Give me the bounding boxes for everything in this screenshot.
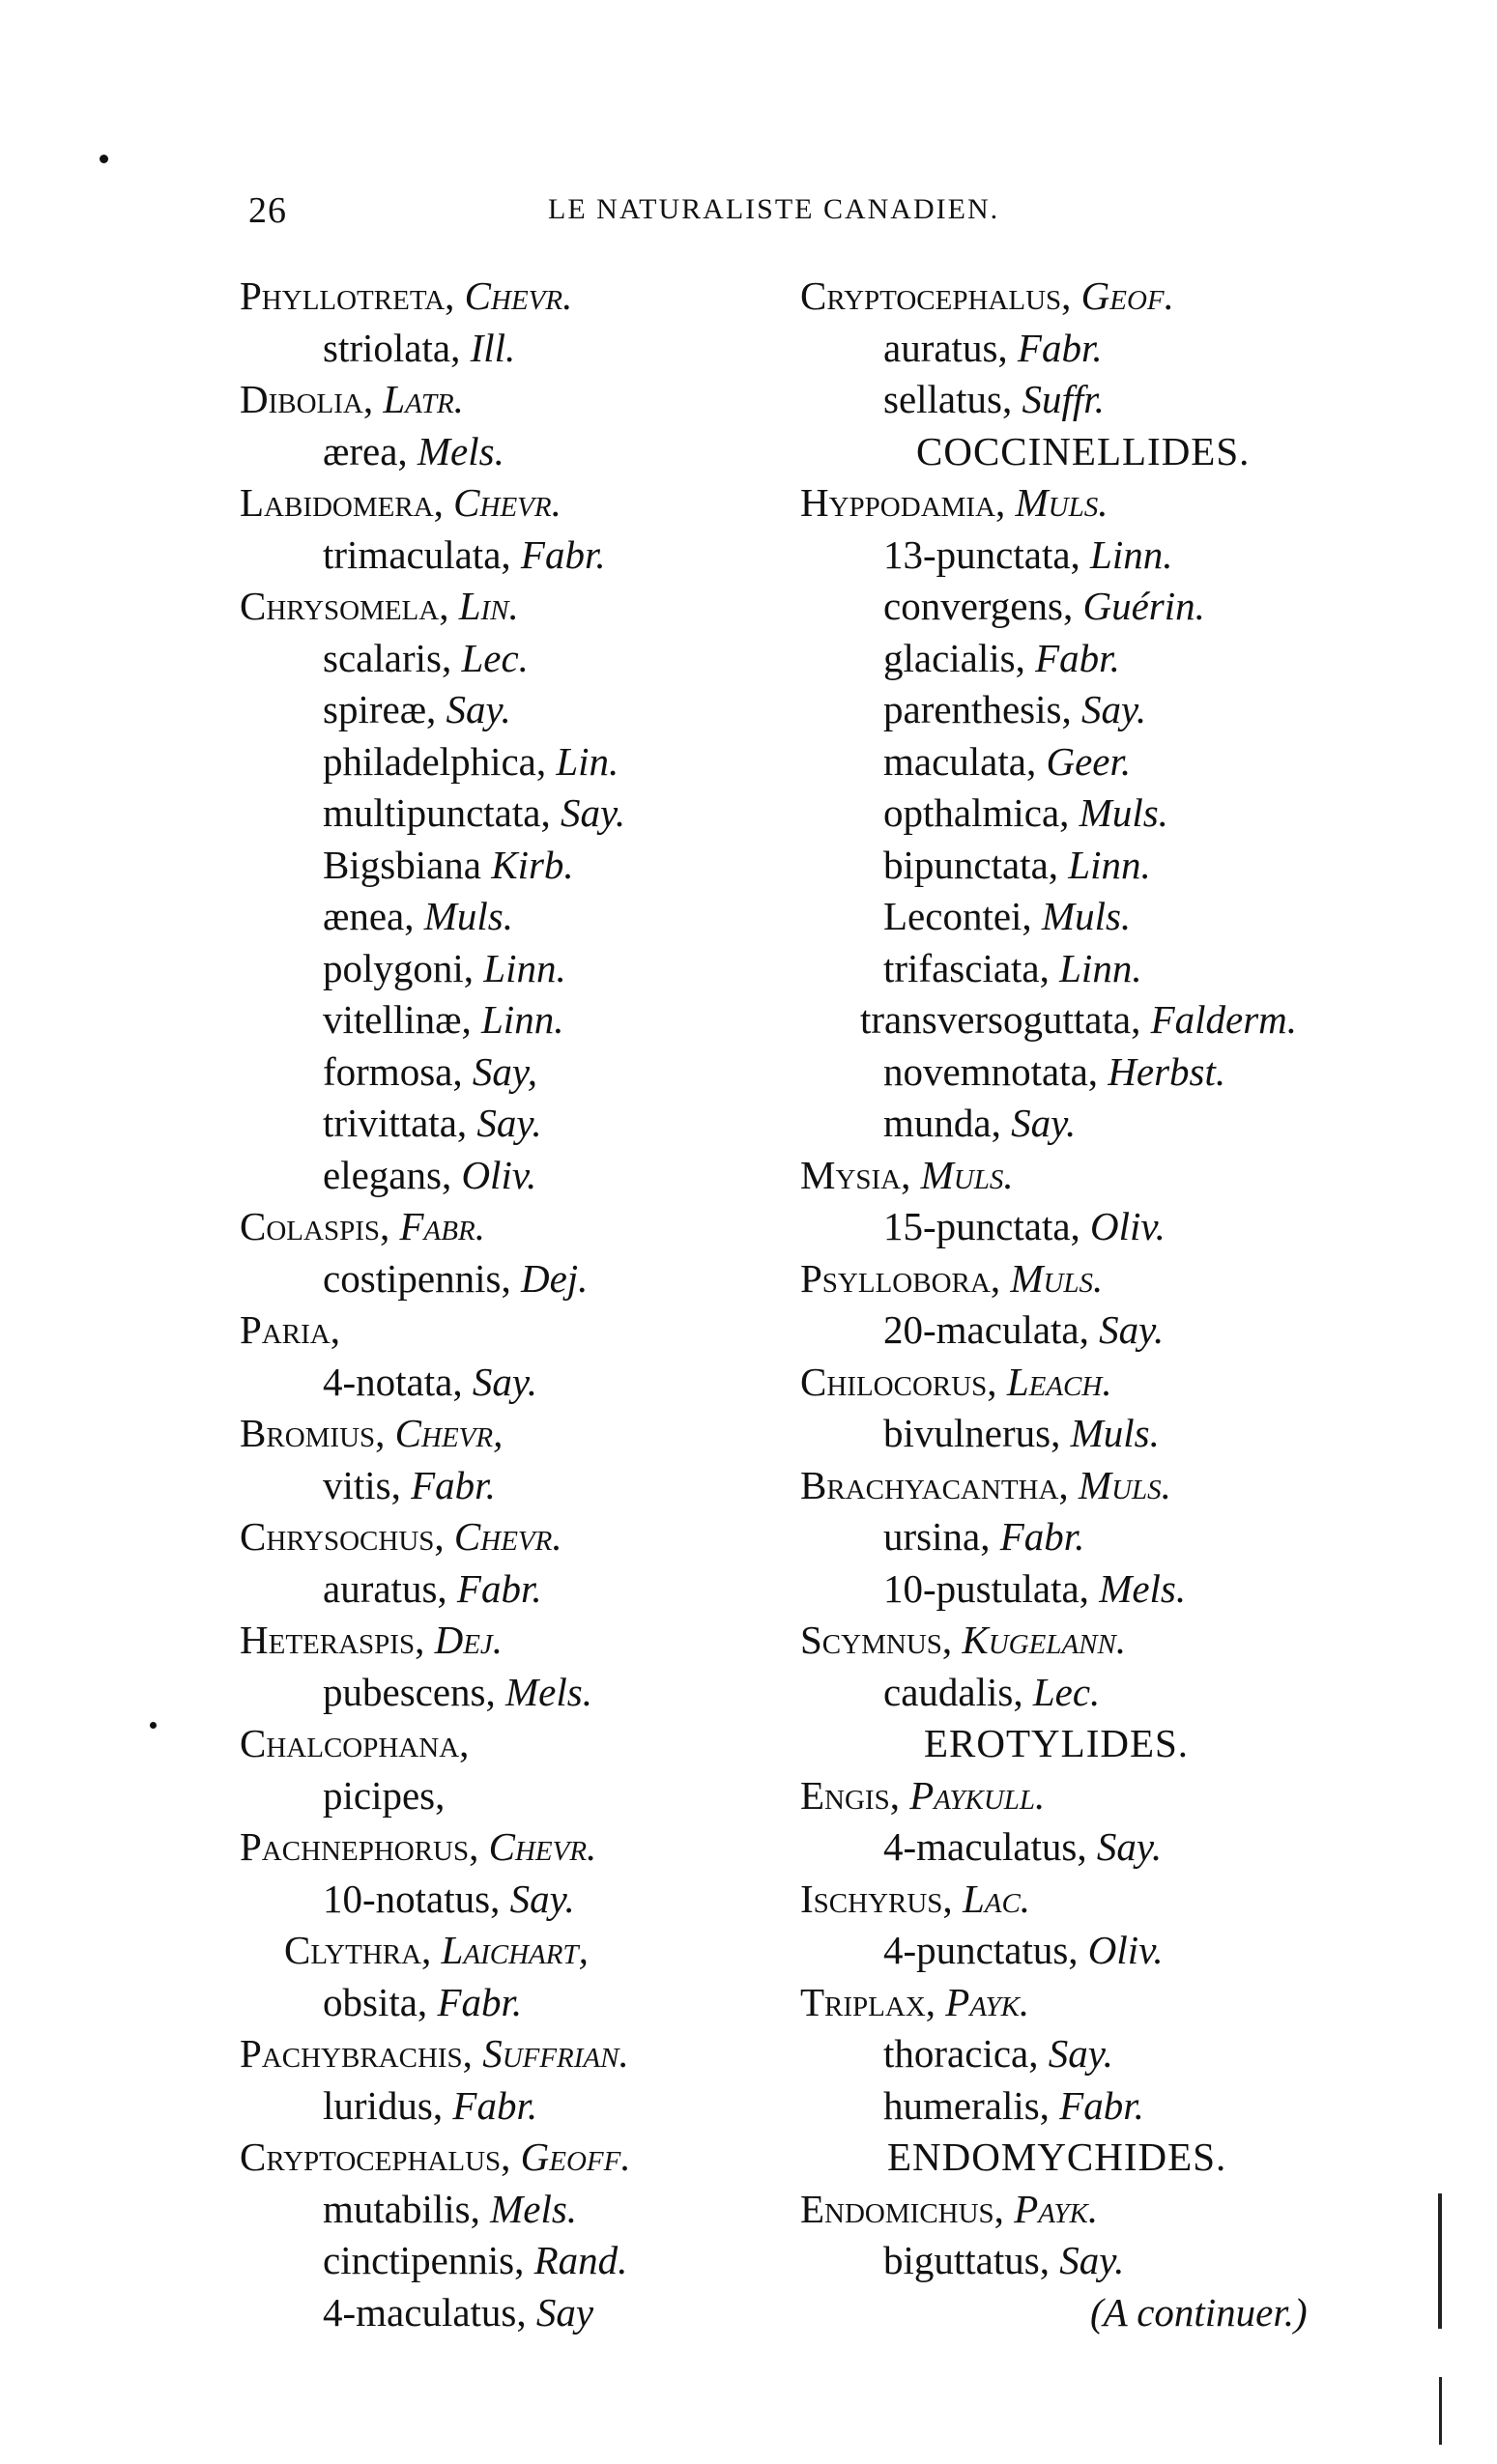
entry-author: Say. — [446, 687, 511, 731]
entry-author: Say. — [1011, 1101, 1077, 1145]
species-entry — [800, 994, 1419, 1046]
entry-name: Chilocorus, — [800, 1359, 997, 1404]
entry-name: 4-maculatus, — [883, 1824, 1087, 1869]
entry-author: Suffr. — [1022, 377, 1105, 421]
genus-entry — [800, 1460, 1419, 1512]
species-entry — [800, 1201, 1419, 1253]
species-entry — [240, 323, 839, 375]
entry-author: Say, — [472, 1048, 538, 1094]
entry-name: humeralis, — [883, 2082, 1050, 2128]
species-entry — [240, 2080, 839, 2133]
entry-author: Say. — [1059, 2238, 1125, 2282]
entry-name: Colaspis, — [240, 1204, 390, 1248]
species-entry — [800, 1304, 1419, 1357]
genus-entry — [240, 2028, 839, 2080]
entry-author: Muls. — [1041, 894, 1132, 938]
entry-author: Fabr. — [452, 2082, 538, 2128]
species-entry — [240, 840, 839, 892]
entry-name: Chalcophana, — [240, 1721, 470, 1765]
entry-name: Pachybrachis, — [240, 2031, 473, 2076]
species-entry — [240, 633, 839, 685]
entry-name: ærea, — [323, 428, 408, 473]
entry-name: Phyllotreta, — [240, 273, 455, 318]
entry-name: Cryptocephalus, — [240, 2135, 511, 2179]
entry-name: Brachyacantha, — [800, 1462, 1069, 1507]
entry-name: costipennis, — [323, 1255, 511, 1301]
species-entry — [800, 1511, 1419, 1563]
entry-name: glacialis, — [883, 635, 1025, 680]
species-entry — [800, 1408, 1419, 1460]
entry-author: Fabr. — [399, 1204, 485, 1248]
genus-entry — [240, 1511, 839, 1563]
species-entry — [240, 2184, 839, 2236]
entry-name: (A continuer.) — [1090, 2289, 1308, 2335]
species-entry — [800, 374, 1419, 426]
entry-name: biguttatus, — [883, 2238, 1050, 2282]
entry-author: Linn. — [1059, 945, 1142, 990]
genus-entry — [800, 1615, 1419, 1667]
entry-name: vitis, — [323, 1462, 401, 1507]
species-entry — [240, 1150, 839, 1202]
genus-entry — [800, 1874, 1419, 1926]
entry-author: Muls. — [1010, 1255, 1104, 1301]
entry-author: Muls. — [423, 894, 513, 938]
species-entry — [800, 2028, 1419, 2080]
entry-name: philadelphica, — [323, 738, 547, 784]
genus-entry — [800, 1357, 1419, 1409]
species-entry — [240, 2287, 839, 2339]
entry-name: Hyppodamia, — [800, 480, 1006, 525]
entry-author: Chevr. — [488, 1824, 597, 1869]
entry-author: Lin. — [556, 738, 619, 784]
genus-entry — [800, 1770, 1419, 1822]
species-entry — [240, 1977, 839, 2029]
entry-name: elegans, — [323, 1152, 452, 1197]
species-entry — [240, 891, 839, 943]
entry-author: Dej. — [434, 1618, 504, 1662]
species-entry — [240, 736, 839, 788]
entry-name: 15-punctata, — [883, 1204, 1080, 1248]
entry-author: Linn. — [1068, 842, 1151, 887]
species-entry — [800, 788, 1419, 840]
entry-name: trifasciata, — [883, 945, 1050, 990]
entry-author: Herbst. — [1108, 1048, 1226, 1094]
entry-author: Chevr. — [453, 1514, 562, 1559]
species-entry — [240, 1046, 839, 1099]
entry-author: Say. — [1099, 1307, 1165, 1352]
entry-author: Muls. — [920, 1152, 1014, 1197]
species-entry — [800, 840, 1419, 892]
entry-author: Laichart, — [441, 1928, 589, 1972]
entry-author: Kirb. — [491, 842, 574, 887]
running-title: LE NATURALISTE CANADIEN. — [548, 193, 1000, 225]
entry-author: Fabr. — [411, 1462, 496, 1507]
species-entry — [240, 426, 839, 478]
species-entry — [240, 1098, 839, 1150]
entry-author: Payk. — [1014, 2186, 1099, 2231]
entry-name: ENDOMYCHIDES. — [887, 2135, 1227, 2179]
entry-author: Oliv. — [1090, 1204, 1166, 1248]
genus-entry — [240, 477, 839, 530]
entry-author: Falderm. — [1150, 997, 1298, 1042]
entry-author: Say. — [1048, 2031, 1113, 2076]
binding-edge-mark — [1439, 2377, 1442, 2445]
entry-name: polygoni, — [323, 945, 475, 990]
genus-entry — [800, 1977, 1419, 2029]
entry-name: caudalis, — [883, 1669, 1023, 1714]
species-entry — [800, 1563, 1419, 1616]
left-column — [240, 271, 839, 2338]
family-heading — [800, 1718, 1419, 1770]
stray-dot-top — [100, 155, 108, 163]
genus-entry — [240, 271, 839, 323]
entry-author: Suffrian. — [482, 2031, 629, 2076]
entry-author: Fabr. — [1059, 2082, 1144, 2128]
species-entry — [240, 2235, 839, 2287]
entry-author: Fabr. — [1035, 635, 1120, 680]
entry-author: Guérin. — [1082, 584, 1205, 628]
species-entry — [800, 2235, 1419, 2287]
entry-author: Mels. — [1099, 1565, 1187, 1611]
entry-author: Oliv. — [461, 1152, 537, 1197]
family-heading — [800, 426, 1419, 478]
species-entry — [800, 633, 1419, 685]
entry-name: transversoguttata, — [860, 997, 1141, 1042]
entry-name: Paria, — [240, 1307, 340, 1352]
entry-name: cinctipennis, — [323, 2238, 525, 2282]
entry-name: Labidomera, — [240, 480, 444, 525]
genus-entry — [240, 1718, 839, 1770]
species-entry — [240, 943, 839, 995]
species-entry — [240, 1253, 839, 1305]
genus-entry — [240, 2132, 839, 2184]
entry-author: Muls. — [1078, 1462, 1171, 1507]
entry-name: Pachnephorus, — [240, 1824, 479, 1869]
entry-name: vitellinæ, — [323, 997, 472, 1042]
entry-name: trivittata, — [323, 1101, 468, 1145]
entry-name: opthalmica, — [883, 790, 1070, 835]
species-entry — [240, 530, 839, 582]
entry-name: convergens, — [883, 584, 1074, 628]
entry-name: spireæ, — [323, 687, 437, 731]
entry-name: Dibolia, — [240, 377, 374, 421]
entry-name: parenthesis, — [883, 687, 1072, 731]
entry-author: Linn. — [483, 945, 566, 990]
species-entry — [800, 2080, 1419, 2133]
species-entry — [800, 323, 1419, 375]
entry-author: Latr. — [383, 377, 464, 421]
species-entry — [240, 1667, 839, 1719]
entry-name: sellatus, — [883, 377, 1013, 421]
genus-entry — [240, 1925, 839, 1977]
entry-author: Oliv. — [1087, 1928, 1164, 1972]
entry-author: Dej. — [520, 1255, 589, 1301]
entry-name: Bromius, — [240, 1411, 386, 1455]
entry-name: scalaris, — [323, 635, 452, 680]
entry-author: Ill. — [470, 325, 516, 370]
stray-dot-middle — [150, 1722, 157, 1729]
species-entry — [240, 1874, 839, 1926]
species-entry — [240, 994, 839, 1046]
entry-author: Say — [535, 2289, 594, 2335]
species-entry — [800, 581, 1419, 633]
entry-name: ursina, — [883, 1514, 991, 1559]
genus-entry — [240, 374, 839, 426]
entry-name: luridus, — [323, 2082, 444, 2128]
entry-author: Say. — [1080, 687, 1147, 731]
entry-name: Cryptocephalus, — [800, 273, 1072, 318]
genus-entry — [240, 1615, 839, 1667]
species-entry — [800, 736, 1419, 788]
entry-author: Fabr. — [437, 1979, 523, 2024]
species-entry — [800, 1098, 1419, 1150]
entry-name: Engis, — [800, 1772, 900, 1818]
entry-name: 10-pustulata, — [883, 1565, 1089, 1611]
entry-author: Mels. — [490, 2186, 578, 2231]
entry-name: Clythra, — [284, 1928, 432, 1972]
entry-name: Heteraspis, — [240, 1618, 425, 1662]
species-entry — [800, 1925, 1419, 1977]
entry-author: Kugelann. — [962, 1618, 1127, 1662]
species-entry — [240, 684, 839, 736]
entry-author: Fabr. — [456, 1565, 542, 1611]
genus-entry — [240, 1408, 839, 1460]
entry-name: Lecontei, — [883, 894, 1032, 938]
entry-name: munda, — [883, 1101, 1001, 1145]
entry-name: picipes, — [323, 1772, 446, 1818]
entry-author: Lac. — [962, 1876, 1031, 1921]
entry-name: ænea, — [323, 894, 415, 938]
entry-author: Fabr. — [999, 1514, 1085, 1559]
entry-author: Lin. — [458, 584, 519, 628]
entry-name: Psyllobora, — [800, 1255, 1001, 1301]
family-heading — [800, 2132, 1419, 2184]
entry-name: bivulnerus, — [883, 1411, 1061, 1455]
entry-name: Endomichus, — [800, 2186, 1004, 2231]
entry-name: Chrysochus, — [240, 1514, 445, 1559]
entry-name: Mysia, — [800, 1152, 911, 1197]
species-entry — [800, 1821, 1419, 1874]
entry-author: Muls. — [1079, 790, 1168, 835]
entry-author: Say. — [476, 1101, 542, 1145]
entry-author: Muls. — [1070, 1411, 1160, 1455]
entry-name: formosa, — [323, 1048, 463, 1094]
genus-entry — [240, 1201, 839, 1253]
entry-author: Linn. — [481, 997, 564, 1042]
entry-author: Lec. — [1032, 1669, 1101, 1714]
species-entry — [240, 1357, 839, 1409]
entry-name: 4-maculatus, — [323, 2289, 527, 2335]
entry-name: COCCINELLIDES. — [916, 428, 1251, 473]
entry-name: multipunctata, — [323, 790, 551, 835]
entry-name: obsita, — [323, 1979, 428, 2024]
genus-entry — [800, 477, 1419, 530]
entry-name: 10-notatus, — [323, 1876, 501, 1921]
entry-name: EROTYLIDES. — [924, 1721, 1190, 1765]
entry-name: maculata, — [883, 738, 1037, 784]
page-number: 26 — [248, 190, 287, 231]
entry-author: Payk. — [945, 1979, 1030, 2024]
entry-name: 20-maculata, — [883, 1307, 1089, 1352]
entry-author: Mels. — [417, 428, 504, 473]
genus-entry — [240, 1304, 839, 1357]
entry-author: Say. — [560, 790, 626, 835]
species-entry — [240, 1460, 839, 1512]
entry-author: Lec. — [461, 635, 529, 680]
entry-author: Chevr, — [394, 1411, 504, 1455]
species-entry — [240, 788, 839, 840]
entry-author: Chevr. — [464, 273, 573, 318]
entry-name: Triplax, — [800, 1979, 936, 2024]
entry-author: Rand. — [533, 2238, 628, 2282]
entry-author: Geoff. — [520, 2135, 631, 2179]
entry-name: Chrysomela, — [240, 584, 449, 628]
species-entry — [800, 891, 1419, 943]
species-entry — [240, 1770, 839, 1822]
entry-author: Mels. — [505, 1669, 592, 1714]
entry-author: Fabr. — [520, 531, 606, 577]
entry-author: Geof. — [1080, 273, 1174, 318]
species-entry — [800, 1046, 1419, 1099]
entry-name: striolata, — [323, 325, 461, 370]
entry-name: Bigsbiana — [323, 842, 481, 887]
entry-name: pubescens, — [323, 1669, 496, 1714]
entry-name: novemnotata, — [883, 1048, 1099, 1094]
entry-author: Chevr. — [453, 480, 561, 525]
entry-name: trimaculata, — [323, 531, 511, 577]
entry-name: Ischyrus, — [800, 1876, 953, 1921]
entry-author: Paykull. — [909, 1772, 1046, 1818]
species-entry — [800, 684, 1419, 736]
species-entry — [800, 530, 1419, 582]
entry-author: Fabr. — [1017, 325, 1103, 370]
entry-name: mutabilis, — [323, 2186, 480, 2231]
entry-name: auratus, — [323, 1565, 447, 1611]
entry-name: 13-punctata, — [883, 531, 1080, 577]
genus-entry — [800, 271, 1419, 323]
entry-author: Say. — [472, 1359, 538, 1404]
entry-author: Leach. — [1006, 1359, 1112, 1404]
genus-entry — [800, 1253, 1419, 1305]
species-entry — [240, 1563, 839, 1616]
entry-author: Geer. — [1046, 738, 1132, 784]
genus-entry — [240, 581, 839, 633]
entry-name: auratus, — [883, 325, 1008, 370]
continuation-note — [800, 2287, 1419, 2339]
entry-author: Say. — [509, 1876, 575, 1921]
species-entry — [800, 1667, 1419, 1719]
entry-name: bipunctata, — [883, 842, 1059, 887]
right-column — [800, 271, 1419, 2338]
entry-author: Muls. — [1015, 480, 1108, 525]
entry-name: thoracica, — [883, 2031, 1039, 2076]
entry-name: 4-notata, — [323, 1359, 463, 1404]
genus-entry — [240, 1821, 839, 1874]
entry-author: Say. — [1096, 1824, 1163, 1869]
entry-author: Linn. — [1090, 531, 1173, 577]
genus-entry — [800, 2184, 1419, 2236]
entry-name: Scymnus, — [800, 1618, 953, 1662]
species-entry — [800, 943, 1419, 995]
entry-name: 4-punctatus, — [883, 1928, 1079, 1972]
binding-edge-mark — [1438, 2193, 1442, 2329]
genus-entry — [800, 1150, 1419, 1202]
